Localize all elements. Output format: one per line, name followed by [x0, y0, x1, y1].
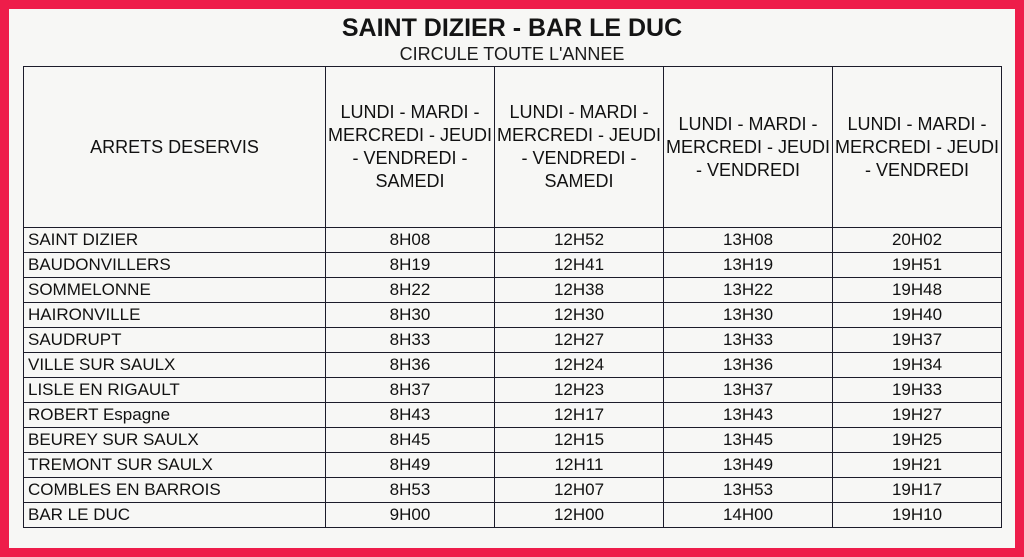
stop-name-cell: COMBLES EN BARROIS: [24, 478, 326, 503]
departure-time-cell: 12H11: [495, 453, 664, 478]
departure-time-cell: 12H17: [495, 403, 664, 428]
departure-time-cell: 13H30: [664, 303, 833, 328]
departure-time-cell: 12H38: [495, 278, 664, 303]
departure-time-cell: 13H49: [664, 453, 833, 478]
departure-time-cell: 8H19: [326, 253, 495, 278]
timetable-body: [24, 228, 1002, 528]
stop-name-cell: SAINT DIZIER: [24, 228, 326, 253]
departure-time-cell: 8H53: [326, 478, 495, 503]
departure-time-cell: 13H53: [664, 478, 833, 503]
departure-time-cell: 8H08: [326, 228, 495, 253]
page-title: SAINT DIZIER - BAR LE DUC: [341, 14, 683, 42]
departure-time-cell: 12H24: [495, 353, 664, 378]
departure-time-cell: 19H34: [833, 353, 1002, 378]
table-row: [24, 278, 1002, 303]
departure-time-cell: 13H08: [664, 228, 833, 253]
departure-time-cell: 20H02: [833, 228, 1002, 253]
stop-name-cell: VILLE SUR SAULX: [24, 353, 326, 378]
departure-time-cell: 8H45: [326, 428, 495, 453]
departure-time-cell: 19H10: [833, 503, 1002, 528]
table-row: [24, 353, 1002, 378]
column-header-stops: ARRETS DESERVIS: [24, 67, 326, 228]
table-row: [24, 303, 1002, 328]
stop-name-cell: BAR LE DUC: [24, 503, 326, 528]
departure-time-cell: 19H40: [833, 303, 1002, 328]
column-header-days-1: [326, 67, 495, 228]
stop-name-cell: BAUDONVILLERS: [24, 253, 326, 278]
departure-time-cell: 8H33: [326, 328, 495, 353]
departure-time-cell: 19H37: [833, 328, 1002, 353]
departure-time-cell: 13H45: [664, 428, 833, 453]
timetable: [23, 66, 1002, 528]
departure-time-cell: 8H22: [326, 278, 495, 303]
table-row: [24, 253, 1002, 278]
departure-time-cell: 8H49: [326, 453, 495, 478]
column-header-days-label: LUNDI - MARDI - MERCREDI - JEUDI - VENDREDI: [666, 113, 831, 180]
departure-time-cell: 19H17: [833, 478, 1002, 503]
column-header-days-label: LUNDI - MARDI - MERCREDI - JEUDI - VENDREDI - SAMEDI: [497, 102, 662, 191]
table-row: [24, 228, 1002, 253]
stop-name-cell: ROBERT Espagne: [24, 403, 326, 428]
stop-name-cell: LISLE EN RIGAULT: [24, 378, 326, 403]
departure-time-cell: 19H33: [833, 378, 1002, 403]
departure-time-cell: 13H19: [664, 253, 833, 278]
departure-time-cell: 9H00: [326, 503, 495, 528]
stop-name-cell: SOMMELONNE: [24, 278, 326, 303]
stop-name-cell: TREMONT SUR SAULX: [24, 453, 326, 478]
departure-time-cell: 19H27: [833, 403, 1002, 428]
stop-name-cell: BEUREY SUR SAULX: [24, 428, 326, 453]
table-row: [24, 453, 1002, 478]
departure-time-cell: 13H37: [664, 378, 833, 403]
departure-time-cell: 8H43: [326, 403, 495, 428]
column-header-days-label: LUNDI - MARDI - MERCREDI - JEUDI - VENDREDI: [835, 113, 1000, 180]
table-row: [24, 378, 1002, 403]
departure-time-cell: 8H37: [326, 378, 495, 403]
departure-time-cell: 12H41: [495, 253, 664, 278]
departure-time-cell: 14H00: [664, 503, 833, 528]
departure-time-cell: 12H23: [495, 378, 664, 403]
departure-time-cell: 12H27: [495, 328, 664, 353]
table-row: [24, 328, 1002, 353]
timetable-sheet: [9, 9, 1015, 548]
departure-time-cell: 13H22: [664, 278, 833, 303]
column-header-days-4: [833, 67, 1002, 228]
column-header-days-3: [664, 67, 833, 228]
table-row: [24, 428, 1002, 453]
table-row: [24, 478, 1002, 503]
departure-time-cell: 19H48: [833, 278, 1002, 303]
departure-time-cell: 13H36: [664, 353, 833, 378]
departure-time-cell: 12H52: [495, 228, 664, 253]
departure-time-cell: 12H07: [495, 478, 664, 503]
departure-time-cell: 8H30: [326, 303, 495, 328]
departure-time-cell: 13H43: [664, 403, 833, 428]
column-header-days-2: [495, 67, 664, 228]
departure-time-cell: 13H33: [664, 328, 833, 353]
stop-name-cell: SAUDRUPT: [24, 328, 326, 353]
departure-time-cell: 19H25: [833, 428, 1002, 453]
departure-time-cell: 12H30: [495, 303, 664, 328]
departure-time-cell: 12H15: [495, 428, 664, 453]
departure-time-cell: 19H51: [833, 253, 1002, 278]
page-subtitle: CIRCULE TOUTE L'ANNEE: [399, 44, 625, 64]
column-header-days-label: LUNDI - MARDI - MERCREDI - JEUDI - VENDREDI - SAMEDI: [328, 102, 493, 191]
departure-time-cell: 12H00: [495, 503, 664, 528]
header-row: [24, 67, 1002, 228]
table-row: [24, 403, 1002, 428]
table-row: [24, 503, 1002, 528]
departure-time-cell: 19H21: [833, 453, 1002, 478]
stop-name-cell: HAIRONVILLE: [24, 303, 326, 328]
departure-time-cell: 8H36: [326, 353, 495, 378]
